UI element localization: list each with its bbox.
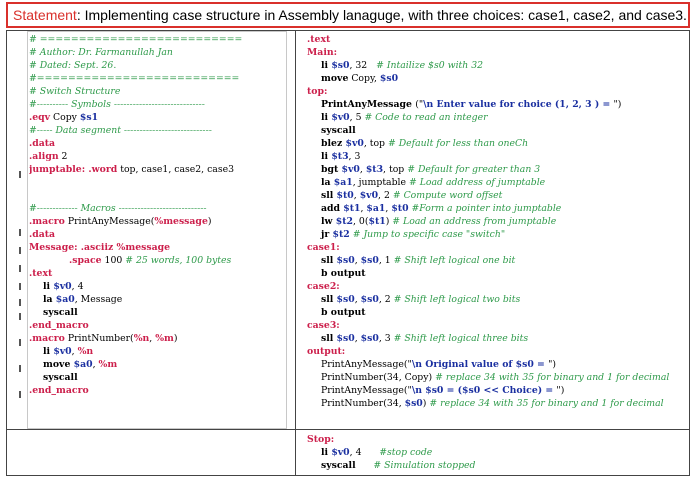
code-token: # Code to read an integer bbox=[364, 112, 488, 123]
code-token bbox=[29, 177, 32, 188]
code-token: $s0 bbox=[336, 294, 355, 305]
code-token: .data bbox=[29, 229, 56, 240]
code-token: ) bbox=[422, 398, 430, 409]
code-line bbox=[307, 189, 691, 202]
code-line bbox=[307, 176, 691, 189]
code-line bbox=[307, 228, 691, 241]
code-token: Stop: bbox=[307, 434, 335, 445]
code-token: %message bbox=[154, 216, 208, 227]
statement-label: Statement bbox=[13, 7, 77, 23]
code-token: , bbox=[359, 164, 366, 175]
code-line bbox=[307, 397, 691, 410]
code-token: .macro bbox=[29, 333, 65, 344]
code-token: li bbox=[321, 112, 332, 123]
code-line bbox=[307, 446, 691, 459]
code-line bbox=[29, 59, 291, 72]
code-token: top, case1, case2, case3 bbox=[117, 164, 235, 175]
code-line bbox=[29, 280, 291, 293]
code-token: # Intailize $s0 with 32 bbox=[376, 60, 484, 71]
code-line bbox=[307, 358, 691, 371]
code-line bbox=[307, 215, 691, 228]
margin-ticks bbox=[17, 31, 23, 429]
code-line bbox=[29, 72, 291, 85]
code-token: %m bbox=[155, 333, 174, 344]
code-token: , 0( bbox=[353, 216, 369, 227]
code-token: , bbox=[353, 190, 360, 201]
code-line bbox=[29, 228, 291, 241]
code-token: $t0 bbox=[336, 190, 354, 201]
code-token: $s0 bbox=[331, 60, 350, 71]
code-token: $s0 bbox=[336, 255, 355, 266]
code-line bbox=[307, 124, 691, 137]
code-token: , 3 bbox=[348, 151, 361, 162]
code-line bbox=[29, 384, 291, 397]
code-token: # Jump to specific case "switch" bbox=[352, 229, 506, 240]
code-token: #------------- Macros ---------------------------- bbox=[29, 203, 207, 214]
code-token: $v0 bbox=[341, 164, 360, 175]
code-token: PrintAnyMessage( bbox=[64, 216, 155, 227]
code-token: PrintAnyMessage(" bbox=[321, 359, 412, 370]
code-token: ") bbox=[613, 99, 622, 110]
code-token: $t2 bbox=[335, 216, 354, 227]
code-token: case2: bbox=[307, 281, 340, 292]
code-line bbox=[29, 254, 291, 267]
code-token: PrintAnyMessage(" bbox=[321, 385, 412, 396]
code-token: \n $s0 = ($s0 << Choice) = bbox=[411, 385, 557, 396]
code-token: $s0 bbox=[404, 398, 423, 409]
code-token: PrintNumber(34, bbox=[321, 398, 405, 409]
code-token: $v0 bbox=[345, 138, 364, 149]
code-line bbox=[307, 371, 691, 384]
code-token: # Shift left logical three bits bbox=[393, 333, 529, 344]
code-token: sll bbox=[321, 294, 337, 305]
code-line bbox=[307, 267, 691, 280]
code-token: PrintNumber( bbox=[64, 333, 134, 344]
code-line bbox=[29, 293, 291, 306]
code-token: ) bbox=[173, 333, 178, 344]
code-token: 2 bbox=[58, 151, 68, 162]
code-line bbox=[29, 111, 291, 124]
code-token: ") bbox=[548, 359, 556, 370]
code-token: $a0 bbox=[55, 294, 75, 305]
code-token: , 3 bbox=[378, 333, 394, 344]
code-line bbox=[29, 33, 291, 46]
code-line bbox=[307, 459, 691, 472]
code-token: bgt bbox=[321, 164, 342, 175]
code-token: , bbox=[360, 203, 367, 214]
code-token: , jumptable bbox=[352, 177, 409, 188]
code-token: $s1 bbox=[79, 112, 99, 123]
code-token: move bbox=[43, 359, 74, 370]
code-line bbox=[307, 98, 691, 111]
code-token: #---------- Symbols ----------------------------- bbox=[29, 99, 205, 110]
code-token: # Load address of jumptable bbox=[408, 177, 546, 188]
code-token: , Message bbox=[74, 294, 123, 305]
code-token: $s0 bbox=[360, 255, 379, 266]
code-token: # Default for greater than 3 bbox=[407, 164, 541, 175]
code-line bbox=[307, 433, 691, 446]
code-token: li bbox=[321, 60, 332, 71]
code-token: li bbox=[321, 447, 332, 458]
code-line bbox=[307, 111, 691, 124]
code-token: syscall bbox=[43, 307, 78, 318]
code-token: \n Original value of $s0 = bbox=[411, 359, 549, 370]
code-token: , bbox=[149, 333, 156, 344]
code-line bbox=[307, 293, 691, 306]
code-token: .macro bbox=[29, 216, 65, 227]
code-token: la bbox=[321, 177, 334, 188]
code-line bbox=[307, 59, 691, 72]
code-token: #Form a pointer into jumptable bbox=[411, 203, 562, 214]
statement-banner bbox=[6, 2, 690, 28]
code-line bbox=[29, 137, 291, 150]
code-token: # Author: Dr. Farmanullah Jan bbox=[29, 47, 173, 58]
code-token: sll bbox=[321, 190, 337, 201]
code-line bbox=[29, 85, 291, 98]
column-divider bbox=[295, 31, 296, 475]
code-token: b output bbox=[321, 307, 366, 318]
code-token: $t3 bbox=[365, 164, 384, 175]
code-token: # Load an address from jumptable bbox=[392, 216, 557, 227]
code-token: jr bbox=[321, 229, 333, 240]
code-token: .end_macro bbox=[29, 320, 89, 331]
code-token: , 2 bbox=[378, 294, 394, 305]
code-token: , 1 bbox=[378, 255, 394, 266]
code-token: $t3 bbox=[331, 151, 349, 162]
code-line bbox=[307, 345, 691, 358]
code-line bbox=[29, 241, 291, 254]
code-line bbox=[307, 33, 691, 46]
code-token: b output bbox=[321, 268, 366, 279]
code-line bbox=[307, 85, 691, 98]
code-token: , bbox=[71, 346, 78, 357]
code-token: .align bbox=[29, 151, 59, 162]
code-token: ) bbox=[385, 216, 393, 227]
code-token: , top bbox=[383, 164, 408, 175]
code-line bbox=[29, 306, 291, 319]
code-line bbox=[29, 215, 291, 228]
code-token: , 2 bbox=[378, 190, 393, 201]
code-token: # Dated: Sept. 26. bbox=[29, 60, 117, 71]
code-token: $t1 bbox=[368, 216, 386, 227]
code-token: PrintAnyMessage bbox=[321, 99, 416, 110]
code-token: # replace 34 with 35 for binary and 1 for decimal bbox=[429, 398, 664, 409]
code-line bbox=[29, 202, 291, 215]
code-token: .text bbox=[307, 34, 331, 45]
code-token: , 4 bbox=[71, 281, 84, 292]
code-token: move bbox=[321, 73, 349, 84]
code-token bbox=[356, 460, 374, 471]
left-code-panel bbox=[29, 33, 291, 397]
code-token: , bbox=[354, 333, 361, 344]
code-token: $s0 bbox=[360, 333, 379, 344]
code-token: $a1 bbox=[333, 177, 353, 188]
code-line bbox=[29, 345, 291, 358]
code-token: $s0 bbox=[379, 73, 399, 84]
code-token: li bbox=[43, 346, 54, 357]
code-line bbox=[307, 319, 691, 332]
code-token: li bbox=[43, 281, 54, 292]
row-divider bbox=[7, 429, 689, 430]
code-token: $t1 bbox=[343, 203, 361, 214]
code-line bbox=[307, 384, 691, 397]
code-line bbox=[29, 189, 291, 202]
code-token bbox=[29, 190, 32, 201]
code-token: %message bbox=[113, 242, 171, 253]
code-token: .end_macro bbox=[29, 385, 89, 396]
code-token: %n bbox=[77, 346, 94, 357]
code-token: syscall bbox=[43, 372, 78, 383]
code-token: %n bbox=[133, 333, 150, 344]
code-token: .data bbox=[29, 138, 56, 149]
code-token: jumptable: bbox=[29, 164, 86, 175]
code-token: $v0 bbox=[331, 112, 350, 123]
code-token: output: bbox=[307, 346, 346, 357]
code-token: # 25 words, 100 bytes bbox=[125, 255, 232, 266]
code-line bbox=[307, 332, 691, 345]
code-line bbox=[307, 163, 691, 176]
code-token: $t2 bbox=[332, 229, 350, 240]
code-token: # Shift left logical two bits bbox=[393, 294, 521, 305]
code-token: 100 bbox=[101, 255, 126, 266]
code-line bbox=[29, 150, 291, 163]
code-token: sll bbox=[321, 333, 337, 344]
code-token: ") bbox=[556, 385, 565, 396]
code-line bbox=[29, 319, 291, 332]
code-token: li bbox=[321, 151, 332, 162]
code-token: case1: bbox=[307, 242, 340, 253]
code-line bbox=[307, 280, 691, 293]
code-token: case3: bbox=[307, 320, 340, 331]
code-line bbox=[307, 202, 691, 215]
code-token: #stop code bbox=[379, 447, 433, 458]
code-token: blez bbox=[321, 138, 346, 149]
code-token: # Shift left logical one bit bbox=[393, 255, 516, 266]
code-token: # Compute word offset bbox=[392, 190, 503, 201]
code-token: PrintNumber(34, Copy) bbox=[321, 372, 436, 383]
code-line bbox=[307, 150, 691, 163]
code-line bbox=[307, 72, 691, 85]
code-token: Copy bbox=[50, 112, 80, 123]
code-token: Message: .asciiz bbox=[29, 242, 114, 253]
code-token: (" bbox=[415, 99, 424, 110]
statement-text: : Implementing case structure in Assembly lanaguge, with three choices: case1, case2, and case3. bbox=[76, 7, 687, 23]
code-token: syscall bbox=[321, 460, 356, 471]
code-token: , 32 bbox=[349, 60, 377, 71]
code-line bbox=[307, 241, 691, 254]
code-token: Main: bbox=[307, 47, 338, 58]
code-token: # Switch Structure bbox=[29, 86, 121, 97]
code-token: # replace 34 with 35 for binary and 1 for decimal bbox=[435, 372, 670, 383]
code-token: $s0 bbox=[360, 294, 379, 305]
code-token: , bbox=[354, 294, 361, 305]
code-token: \n Enter value for choice (1, 2, 3 ) = bbox=[423, 99, 614, 110]
code-line bbox=[29, 98, 291, 111]
code-token: .space bbox=[69, 255, 102, 266]
code-token: .word bbox=[85, 164, 118, 175]
code-line bbox=[307, 137, 691, 150]
code-token: $v0 bbox=[53, 281, 72, 292]
code-token: , bbox=[385, 203, 392, 214]
code-line bbox=[29, 176, 291, 189]
code-token: #----- Data segment ---------------------------- bbox=[29, 125, 212, 136]
code-token: %m bbox=[98, 359, 118, 370]
code-token: sll bbox=[321, 255, 337, 266]
code-table bbox=[6, 30, 690, 476]
code-token: la bbox=[43, 294, 56, 305]
code-token: $s0 bbox=[336, 333, 355, 344]
code-token: , bbox=[92, 359, 99, 370]
code-token: ) bbox=[207, 216, 212, 227]
code-token: $a0 bbox=[73, 359, 93, 370]
code-line bbox=[29, 332, 291, 345]
code-line bbox=[307, 254, 691, 267]
code-token: # Default for less than oneCh bbox=[387, 138, 529, 149]
code-line bbox=[29, 124, 291, 137]
code-line bbox=[29, 371, 291, 384]
code-token: Copy, bbox=[348, 73, 380, 84]
code-token: $a1 bbox=[366, 203, 386, 214]
code-token: , top bbox=[363, 138, 388, 149]
code-token: top: bbox=[307, 86, 328, 97]
code-token: $v0 bbox=[359, 190, 379, 201]
code-line bbox=[29, 358, 291, 371]
stop-code-panel bbox=[307, 433, 691, 472]
code-token: lw bbox=[321, 216, 336, 227]
code-token: , 4 bbox=[349, 447, 380, 458]
code-token: .text bbox=[29, 268, 53, 279]
code-line bbox=[307, 306, 691, 319]
code-line bbox=[307, 46, 691, 59]
code-token: , bbox=[354, 255, 361, 266]
code-line bbox=[29, 267, 291, 280]
code-token: .eqv bbox=[29, 112, 51, 123]
code-token: $v0 bbox=[331, 447, 350, 458]
code-token: $t0 bbox=[391, 203, 409, 214]
code-token: $v0 bbox=[53, 346, 72, 357]
code-token: #========================== bbox=[29, 73, 240, 84]
code-token: syscall bbox=[321, 125, 356, 136]
code-token: add bbox=[321, 203, 344, 214]
code-line bbox=[29, 163, 291, 176]
right-code-panel bbox=[307, 33, 691, 410]
code-line bbox=[29, 46, 291, 59]
code-token: # ========================== bbox=[29, 34, 243, 45]
code-token: # Simulation stopped bbox=[373, 460, 476, 471]
code-token: , 5 bbox=[349, 112, 365, 123]
